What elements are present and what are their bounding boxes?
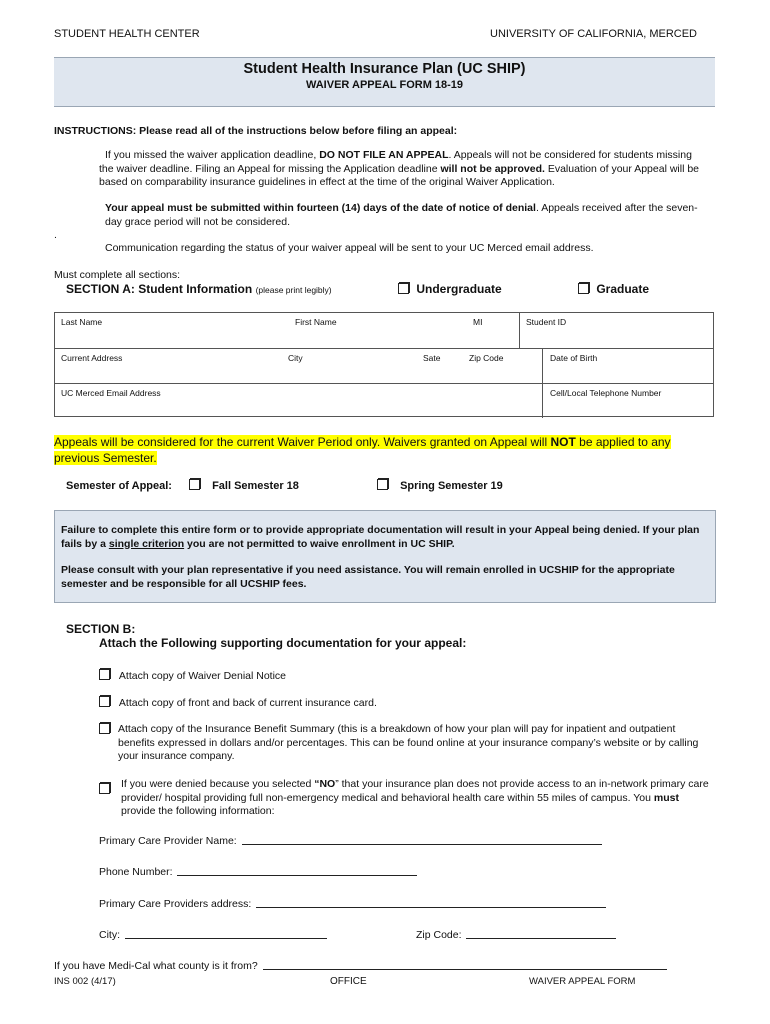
pcp-zip-label: Zip Code: [416,929,462,941]
pcp-city-label: City: [99,929,120,941]
state-field[interactable]: Sate [423,353,441,363]
header-right: UNIVERSITY OF CALIFORNIA, MERCED [490,28,697,40]
section-b-subtitle: Attach the Following supporting documentation for your appeal: [99,636,467,650]
pcp-address-label: Primary Care Providers address: [99,898,252,910]
zip-field[interactable]: Zip Code [469,353,504,363]
insurance-card-label: Attach copy of front and back of current insurance card. [118,697,377,709]
graduate-label: Graduate [596,282,650,296]
city-field[interactable]: City [288,353,303,363]
footer-form-name: WAIVER APPEAL FORM [529,976,636,987]
benefit-summary-checkbox[interactable] [99,723,110,734]
network-text-a: If you were denied because you selected [121,778,315,790]
address-row [99,896,606,912]
denial-notice-checkbox[interactable] [99,669,110,680]
section-a-title [66,282,332,296]
p1-text-b: DO NOT FILE AN APPEAL [319,149,449,161]
network-text-e: provide the following information: [121,805,275,817]
header-left: STUDENT HEALTH CENTER [54,28,200,40]
undergraduate-checkbox[interactable] [398,283,409,294]
notice-text-not: NOT [550,435,576,449]
spring-semester-checkbox[interactable] [377,479,388,490]
fall-semester-checkbox[interactable] [189,479,200,490]
attach-item-network-denial [121,778,711,819]
graduate-option[interactable] [578,282,649,296]
warning-text-c: you are not permitted to waive enrollment in UC SHIP. [184,537,455,550]
p1-text-a: If you missed the waiver application deadline, [105,149,320,161]
warning-text-criterion: single criterion [108,537,185,550]
network-text-no: “NO [314,778,336,790]
network-denial-checkbox[interactable] [99,783,110,794]
student-id-field: Student ID [526,317,567,327]
stray-dot: . [54,229,57,241]
table-row-contact [55,383,713,418]
section-a-heading: SECTION A: Student Information [66,282,253,296]
insurance-card-checkbox[interactable] [99,696,110,707]
must-complete-text: Must complete all sections: [54,269,181,281]
waiver-period-notice [54,435,719,466]
spring-semester-label: Spring Semester 19 [400,480,503,492]
mi-field[interactable]: MI [473,317,483,327]
medical-county-label: If you have Medi-Cal what county is it from? [54,960,258,972]
form-title: Student Health Insurance Plan (UC SHIP) [243,61,526,77]
phone-cell[interactable] [542,384,713,418]
footer-form-code: INS 002 (4/17) [54,976,116,987]
p1-text-d: will not be approved. [440,162,545,175]
p1-text-e: Evaluation of your Appeal will be based on comparability insurance guidelines in effect at the time of the original Waiver Application. [99,162,700,188]
email-field[interactable]: UC Merced Email Address [61,388,161,398]
attach-item-denial-notice[interactable] [99,669,286,684]
notice-text-c: be applied to any [575,435,671,449]
title-box [54,57,715,107]
last-name-field[interactable]: Last Name [61,317,103,327]
city-row [99,927,327,943]
graduate-checkbox[interactable] [578,283,589,294]
undergraduate-option[interactable] [398,282,502,296]
footer-office: OFFICE [330,976,367,987]
pcp-phone-label: Phone Number: [99,866,173,878]
fall-semester-option[interactable] [189,479,299,492]
medical-county-input-line[interactable] [263,958,667,970]
pcp-name-label: Primary Care Provider Name: [99,835,237,847]
first-name-field[interactable]: First Name [295,317,337,327]
attach-item-benefit-summary: Attach copy of the Insurance Benefit Summary (this is a breakdown of how your plan will pay for inpatient and outpatient benefits expressed in dollars and/or percentages. This can be found online at your insurance company’s website or by calling your insurance company. [118,723,699,762]
instructions-heading: INSTRUCTIONS: Please read all of the instructions below before filing an appeal: [54,125,458,137]
undergraduate-label: Undergraduate [416,282,502,296]
instructions-paragraph-1 [99,149,709,190]
section-a-note: (please print legibly) [255,285,332,295]
fall-semester-label: Fall Semester 18 [212,480,299,492]
medical-row [54,958,667,974]
pcp-phone-input-line[interactable] [177,864,417,876]
dob-field: Date of Birth [550,353,598,363]
instructions-paragraph-3: Communication regarding the status of your waiver appeal will be sent to your UC Merced email address. [105,242,594,254]
notice-text-line2: previous Semester. [54,450,157,465]
instructions-paragraph-2 [105,202,705,229]
student-id-cell[interactable] [519,313,713,348]
pcp-address-input-line[interactable] [256,896,606,908]
student-info-table [54,312,714,417]
network-text-must: must [653,791,679,804]
network-denial-checkbox-wrap[interactable] [99,780,110,798]
pcp-city-input-line[interactable] [125,927,327,939]
warning-box [54,510,716,603]
warning-paragraph-1 [61,524,706,551]
pcp-name-input-line[interactable] [242,833,602,845]
table-row-address [55,348,713,384]
pcp-zip-input-line[interactable] [466,927,616,939]
p2-text-b: . Appeals received after the seven-day grace period will not be considered. [105,202,698,228]
p2-text-a: Your appeal must be submitted within fourteen (14) days of the date of notice of denial [105,202,536,214]
benefit-summary-checkbox-wrap[interactable] [99,720,110,738]
semester-label: Semester of Appeal: [66,480,172,492]
notice-text-a: Appeals will be considered for the current Waiver Period only. Waivers granted on Appeal will [54,435,551,449]
zip-row [416,927,616,943]
denial-notice-label: Attach copy of Waiver Denial Notice [118,670,287,682]
attach-item-insurance-card[interactable] [99,696,377,711]
table-row-name [55,313,713,348]
dob-cell[interactable] [542,349,713,384]
form-subtitle: WAIVER APPEAL FORM 18-19 [305,79,464,91]
network-text-c: ” that your insurance plan does not provide access to an in-network primary care provider/ hospital providing full non-emergency medical and behavioral health care within 55 miles of campus. You [121,778,709,804]
phone-field: Cell/Local Telephone Number [550,388,662,398]
warning-text-a: Failure to complete this entire form or to provide appropriate documentation will result in your Appeal being denied. If your plan fails by a [61,524,700,550]
spring-semester-option[interactable] [377,479,503,492]
pcp-name-row [99,833,602,849]
current-address-field[interactable]: Current Address [61,353,123,363]
phone-row [99,864,417,880]
section-b-title: SECTION B: [66,622,136,636]
p1-text-c: . Appeals will not be considered for students missing the waiver deadline. Filing an Appeal for missing the Application deadline [99,149,692,175]
warning-paragraph-2: Please consult with your plan representative if you need assistance. You will remain enrolled in UCSHIP for the appropriate semester and be responsible for all UCSHIP fees. [61,564,675,590]
